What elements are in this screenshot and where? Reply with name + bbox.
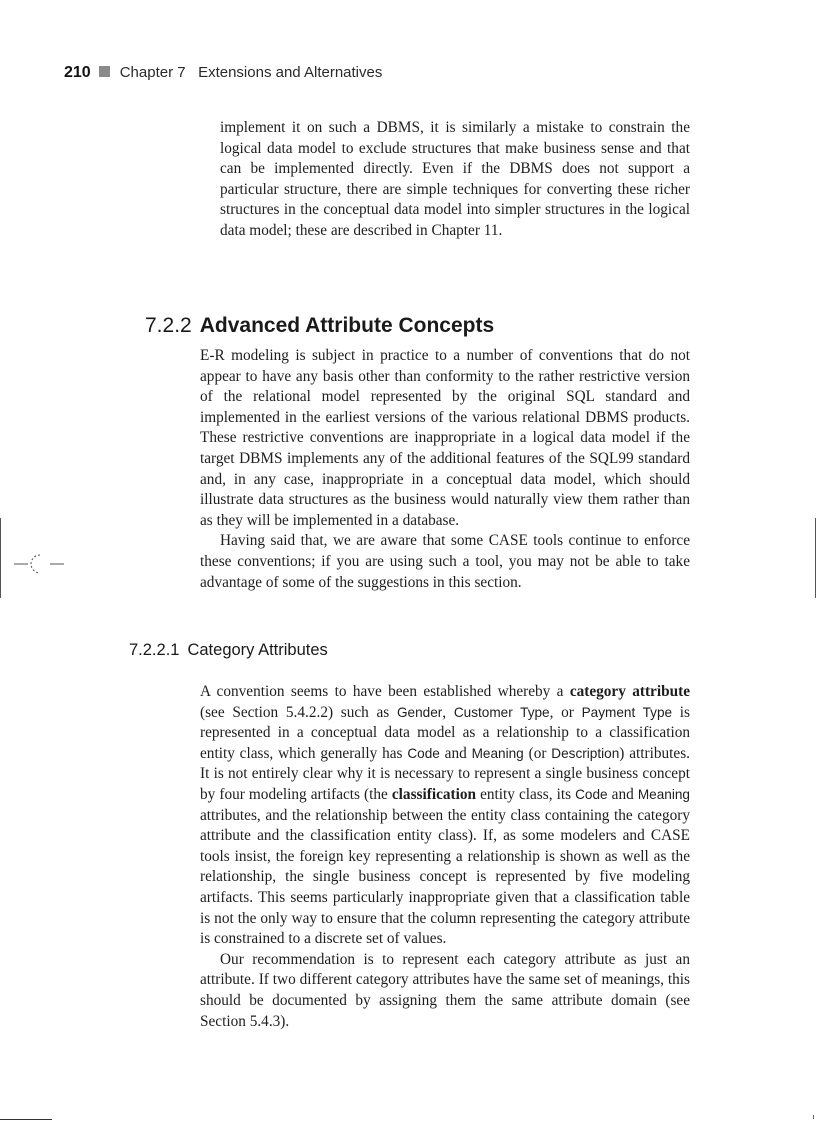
running-header <box>64 64 382 82</box>
intro-paragraph: implement it on such a DBMS, it is similarly a mistake to constrain the logical data model to exclude structures that make business sense and that can be implemented directly. Even if the DBMS does not support a particular structure, there are simple techniques for converting these richer structures in the conceptual data model into simpler structures in the logical data model; these are described in Chapter 11. <box>220 119 690 239</box>
chapter-title: Chapter 7 Extensions and Alternatives <box>119 64 383 81</box>
text-run: , <box>442 703 454 721</box>
attr-code: Code <box>575 786 608 802</box>
section-paragraph-2: Having said that, we are aware that some CASE tools continue to enforce these conventions; if you are using such a tool, you may not be able to take advantage of some of the suggestions in this section. <box>200 532 690 591</box>
registration-mark-icon <box>14 552 64 576</box>
text-run: ) attributes. It is not entirely clear why it is necessary to represent a single business concept by four modeling artifacts (the <box>200 744 690 803</box>
subsection-heading <box>129 641 328 660</box>
text-run: attributes, and the relationship between the entity class containing the category attribute and the classification entity class). If, as some modelers and CASE tools insist, the foreign key representing a relationship is shown as well as the relationship, the single business concept is represented by five modeling artifacts. This seems particularly inappropriate given that a classification table is not the only way to ensure that the column representing the category attribute is constrained to a discrete set of values. <box>200 806 690 948</box>
section-title: Advanced Attribute Concepts <box>199 314 495 337</box>
intro-paragraph-block <box>220 118 690 242</box>
section-heading <box>145 314 494 338</box>
section-number: 7.2.2 <box>145 314 192 337</box>
term-classification: classification <box>391 785 477 803</box>
attr-code: Code <box>407 745 440 761</box>
section-body <box>200 346 690 593</box>
subsection-title: Category Attributes <box>187 641 328 659</box>
attr-payment-type: Payment Type <box>581 704 673 720</box>
term-category-attribute: category attribute <box>569 683 690 700</box>
left-margin-rule <box>0 518 1 598</box>
text-run: A convention seems to have been established whereby a <box>200 683 570 700</box>
attr-meaning: Meaning <box>471 745 524 761</box>
subsection-paragraph-2: Our recommendation is to represent each category attribute as just an attribute. If two different category attributes have the same set of meanings, this should be documented by assigning them the same attribute domain (see Section 5.4.3). <box>200 950 690 1030</box>
attr-gender: Gender <box>396 704 443 720</box>
text-run: (or <box>523 744 552 762</box>
header-square-icon <box>99 66 110 77</box>
page-number: 210 <box>64 64 91 81</box>
text-run: and <box>607 785 638 803</box>
subsection-body <box>200 682 690 1032</box>
text-run: entity class, its <box>476 785 576 803</box>
footer-mark <box>813 1115 814 1119</box>
attr-description: Description <box>551 745 620 761</box>
section-paragraph-1: E-R modeling is subject in practice to a number of conventions that do not appear to have any basis other than conformity to the rather restrictive version of the relational model represented by the original SQL standard and implemented in the earliest versions of the various relational DBMS products. These restrictive conventions are inappropriate in a logical data model if the target DBMS implements any of the additional features of the SQL99 standard and, in any case, inappropriate in a conceptual data model, which should illustrate data structures as the business would naturally view them rather than as they will be implemented in a database. <box>200 347 690 529</box>
text-run: is represented in a conceptual data model as a relationship to a classification entity class, which generally has <box>200 703 691 762</box>
text-run: , or <box>549 703 582 721</box>
text-run: and <box>439 744 472 762</box>
subsection-paragraph-1 <box>200 682 690 950</box>
text-run: (see Section 5.4.2.2) such as <box>200 703 397 721</box>
attr-customer-type: Customer Type <box>453 704 550 720</box>
attr-meaning: Meaning <box>637 786 690 802</box>
subsection-number: 7.2.2.1 <box>129 641 180 659</box>
footer-rule <box>0 1119 52 1120</box>
